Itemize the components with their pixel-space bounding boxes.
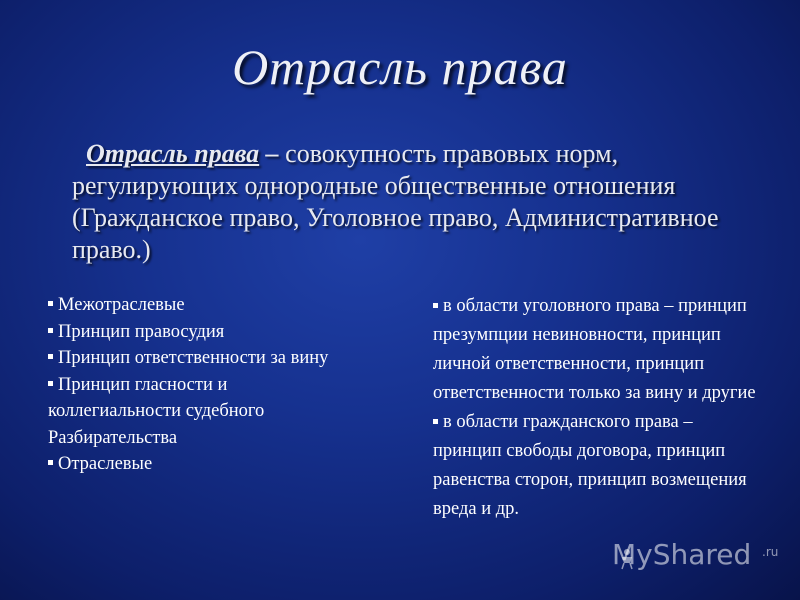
myshared-watermark-ext: .ru xyxy=(762,545,779,559)
definition-paragraph xyxy=(72,138,752,266)
slide-title: Отрасль права xyxy=(232,39,568,95)
list-item-text: Межотраслевые xyxy=(58,295,185,315)
list-item xyxy=(48,372,338,452)
definition-term: Отрасль права xyxy=(86,139,260,168)
list-item xyxy=(48,345,338,372)
right-bullet-list xyxy=(433,292,763,524)
square-bullet-icon xyxy=(48,301,53,306)
list-item xyxy=(48,319,338,346)
square-bullet-icon xyxy=(48,460,53,465)
list-item-text: в области уголовного права – принцип презумпции невиновности, принцип личной ответственности, принцип ответственности только за вину и другие xyxy=(433,296,756,403)
square-bullet-icon xyxy=(433,419,438,424)
list-item-text: Принцип ответственности за вину xyxy=(58,348,329,368)
list-item xyxy=(48,451,338,478)
square-bullet-icon xyxy=(48,354,53,359)
square-bullet-icon xyxy=(433,303,438,308)
left-bullet-list xyxy=(48,292,338,478)
definition-dash: – xyxy=(265,139,279,168)
list-item-text: в области гражданского права – принцип свободы договора, принцип равенства сторон, принцип возмещения вреда и др. xyxy=(433,412,747,519)
list-item xyxy=(48,292,338,319)
list-item-text: Принцип правосудия xyxy=(58,321,225,342)
square-bullet-icon xyxy=(48,381,53,386)
list-item xyxy=(433,292,763,408)
square-bullet-icon xyxy=(48,328,53,333)
list-item xyxy=(433,408,763,524)
definition-text: совокупность правовых норм, регулирующих однородные общественные отношения (Гражданское право, Уголовное право, Административное право.) xyxy=(72,139,719,264)
list-item-text: Отраслевые xyxy=(58,454,153,474)
myshared-watermark: MyShared xyxy=(612,538,752,571)
list-item-text: Принцип гласности и коллегиальности судебного Разбирательства xyxy=(48,374,265,448)
